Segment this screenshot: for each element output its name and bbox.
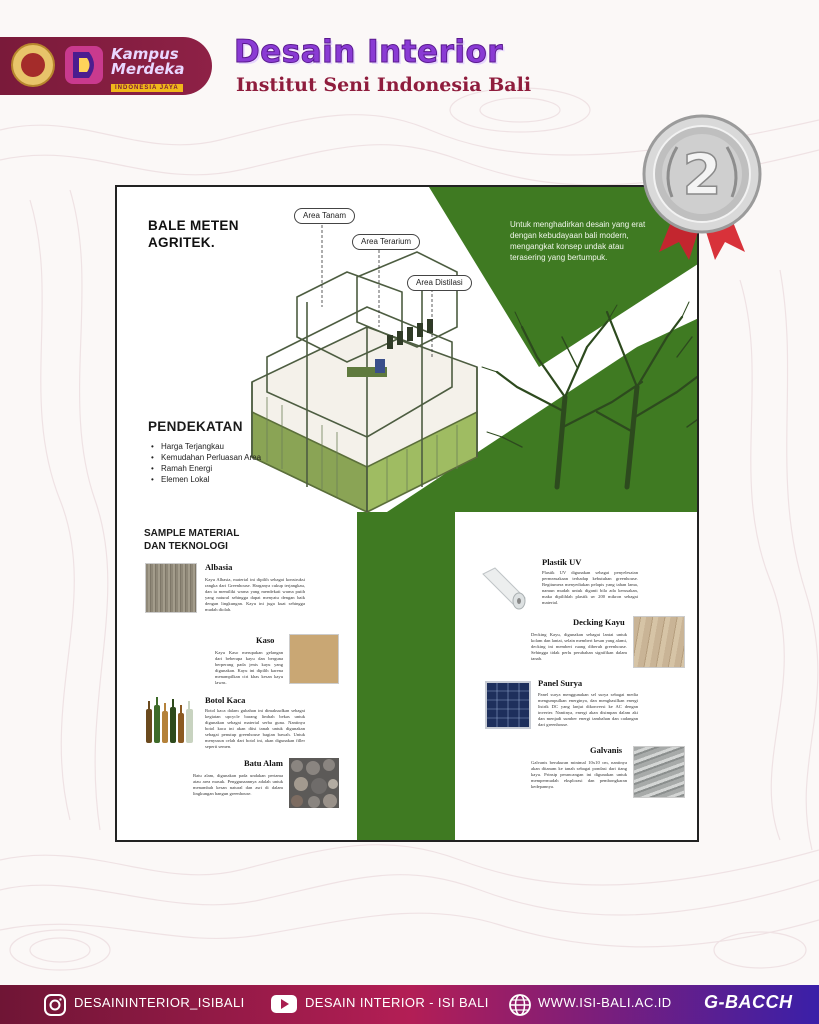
project-intro: Untuk menghadirkan desain yang erat dengan kebudayaan bali modern, mengangkat konsep undak atau terasering yang bertumpuk. — [510, 220, 646, 262]
material-name-galvanis: Galvanis — [590, 745, 623, 755]
design-poster — [115, 185, 699, 842]
page-title: Desain Interior — [234, 34, 504, 70]
material-desc-plastik-uv: Plastik UV digunakan sebagai penyelesaian permeasakaan terhadap kebutuhan greenhouse. Begitumera menyediakan pelapis yang tahan lama, namun mudah untuk diganti bila ada kerusakan, maka dipilihlah plastik uv 200 mikron sebagai material. — [542, 570, 638, 605]
material-name-decking-kayu: Decking Kayu — [573, 617, 625, 627]
project-title: BALE METEN AGRITEK. — [148, 218, 239, 250]
material-name-albasia: Albasia — [205, 562, 233, 572]
approach-item: • Harga Terjangkau — [151, 441, 261, 452]
approach-item: • Ramah Energi — [151, 463, 261, 474]
material-name-plastik-uv: Plastik UV — [542, 557, 582, 567]
solar-panel-icon — [485, 681, 531, 729]
website-link[interactable]: WWW.ISI-BALI.AC.ID — [538, 995, 672, 1010]
material-desc-panel-surya: Panel surya menggunakan sel surya sebagai media mengumpulkan energinya, dan menghasilkan energi listrik DC yang lanjut dikonversi ke AC dengan inverter. Nantinya, energi akan disimpan dalam aki dan menjadi sumber energi tambahan dan cadangan dari greenhouse. — [538, 692, 638, 727]
kampus-merdeka-logo-icon — [63, 44, 105, 86]
material-desc-botol-kaca: Botol kaca dalam gubahan ini dimaksudkan sebagai kegiatan upcycle barang limbah bekas untuk digunakan sebagai material serba guna. Nantinya botol kaca ini akan diisi tanah untuk digunakan sebagai penutup greenhouse bagian bawah. Untuk menyusun celah dari botol ini, akan digunakan filler seperti semen. — [205, 708, 305, 749]
approach-item: • Elemen Lokal — [151, 474, 261, 485]
callout-area-terarium: Area Terarium — [352, 234, 420, 250]
sample-material-title: SAMPLE MATERIAL DAN TEKNOLOGI — [144, 528, 240, 552]
instagram-link[interactable]: DESAININTERIOR_ISIBALI — [74, 995, 245, 1010]
instagram-icon[interactable] — [43, 993, 67, 1017]
material-name-kaso: Kaso — [256, 635, 275, 645]
isi-bali-logo — [11, 43, 55, 87]
material-desc-galvanis: Galvanis berukuran minimal 10x10 cm, nantinya akan ditanam ke tanah sebagai pondasi dari tiang kayu. Prinsip perancangan ini digunakan untuk mempermudah eksplorasi dan pembongkaran kedepannya. — [531, 760, 627, 789]
kampus-merdeka-wordmark: Kampus Merdeka INDONESIA JAYA — [111, 45, 185, 91]
globe-icon[interactable] — [508, 993, 532, 1017]
material-desc-kaso: Kayu Kaso merupakan gelangan dari beberapa kayu dan berguna berperang pada jenis kayu yang digunakan. Kayu ini dipilih karena menampilkan ciri khas kesan kayu lawas. — [215, 650, 283, 685]
kaso-swatch — [289, 634, 339, 684]
approach-title: PENDEKATAN — [148, 419, 243, 434]
youtube-link[interactable]: DESAIN INTERIOR - ISI BALI — [305, 995, 489, 1010]
material-name-panel-surya: Panel Surya — [538, 678, 583, 688]
silver-medal-icon — [637, 112, 767, 262]
plastik-uv-roll-icon — [479, 564, 527, 616]
youtube-icon[interactable] — [270, 993, 298, 1015]
page-subtitle: Institut Seni Indonesia Bali — [236, 74, 532, 96]
glass-bottles-icon — [144, 695, 196, 745]
gbacch-logo: G-BACCH — [704, 992, 793, 1012]
medal-rank: 2 — [682, 143, 722, 208]
material-desc-albasia: Kayu Albasia, material ini dipilih sebagai konstruksi rangka dari Greenhouse. Harganya cukup terjangkau, dan ia memiliki warna yang mendekati warna putih yang natural sehingga dapat menyatu dengan baik dengan lingkungan. Kayu ini juga kuat sehingga mudah diolah. — [205, 577, 305, 612]
footer-bar — [0, 985, 819, 1024]
callout-area-tanam: Area Tanam — [294, 208, 355, 224]
material-desc-batu-alam: Batu alam, digunakan pada undakan pertama atau area masuk. Penggunaannya adalah untuk menambah kesan natural dan asri di dalam lingkungan bangun greenhouse. — [193, 773, 283, 796]
approach-item: • Kemudahan Perluasan Area — [151, 452, 261, 463]
decking-kayu-swatch — [633, 616, 685, 668]
galvanis-swatch — [633, 746, 685, 798]
callout-area-distilasi: Area Distilasi — [407, 275, 472, 291]
material-name-batu-alam: Batu Alam — [244, 758, 283, 768]
batu-alam-swatch — [289, 758, 339, 808]
material-name-botol-kaca: Botol Kaca — [205, 695, 246, 705]
material-desc-decking-kayu: Decking Kayu, digunakan sebagai lantai untuk kolam dan lantai, selain memberi kesan yang alami, decking ini memberi ruang diberuh greenhouse. Sehingga tidak perlu perubahan signifikan dalam tanah. — [531, 632, 627, 661]
approach-list — [151, 441, 261, 485]
albasia-swatch — [145, 563, 197, 613]
greenhouse-illustration — [252, 252, 477, 512]
